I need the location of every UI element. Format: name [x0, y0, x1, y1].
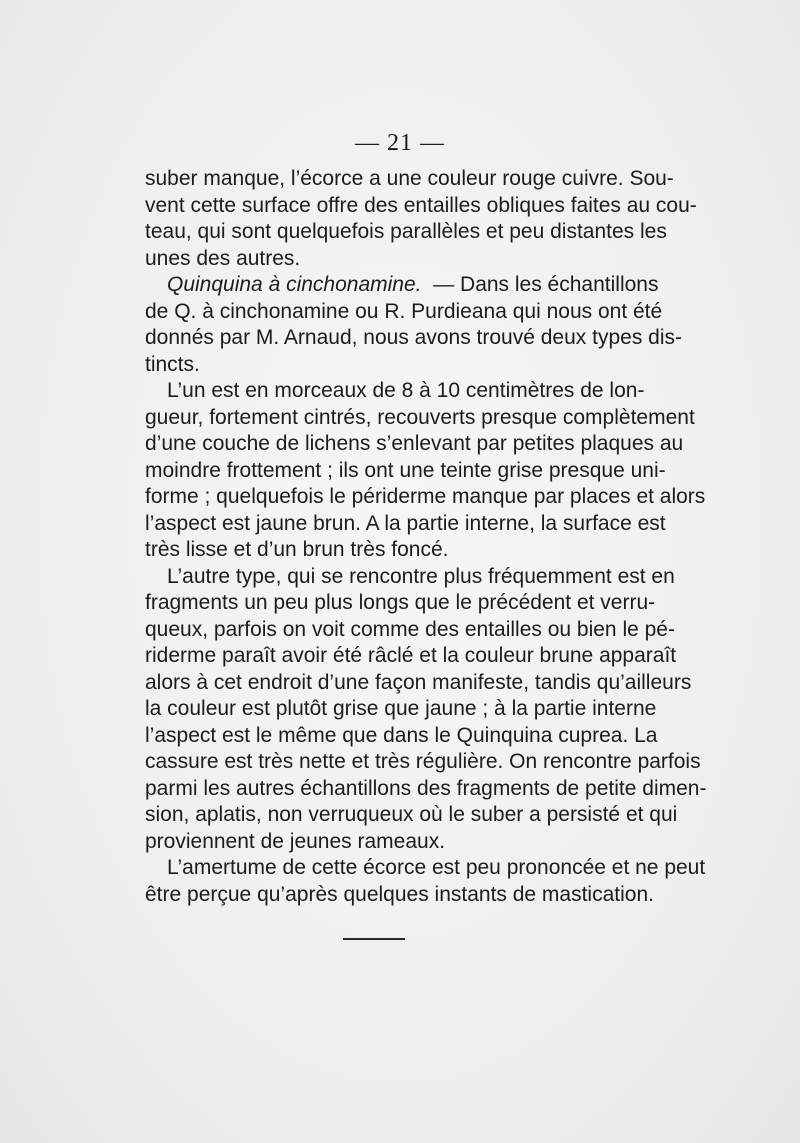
text-line: vent cette surface offre des entailles obliques faites au cou- — [145, 193, 697, 217]
text-line: très lisse et d’un brun très foncé. — [145, 538, 449, 561]
text-line: l’aspect est le même que dans le Quinquina cuprea. La — [145, 723, 658, 747]
text-line: L’amertume de cette écorce est peu prononcée et ne peut — [167, 856, 706, 879]
body-text — [145, 166, 707, 908]
page-number: — 21 — — [355, 130, 445, 156]
section-heading: Quinquina à cinchonamine. — [167, 273, 422, 296]
text-fragment: — Dans les échantillons — [433, 273, 659, 296]
text-line: L’autre type, qui se rencontre plus fréquemment est en — [167, 564, 675, 588]
text-line: L’un est en morceaux de 8 à 10 centimètres de lon- — [167, 379, 645, 402]
text-line: queux, parfois on voit comme des entailles ou bien le pé- — [145, 617, 675, 641]
closing-rule — [343, 938, 405, 940]
text-line: teau, qui sont quelquefois parallèles et peu distantes les — [145, 220, 667, 243]
text-line: cassure est très nette et très régulière. On rencontre parfois — [145, 750, 701, 773]
text-line: d’une couche de lichens s’enlevant par petites plaques au — [145, 432, 684, 455]
text-line: fragments un peu plus longs que le précédent et verru- — [145, 591, 656, 614]
text-line: de Q. à cinchonamine ou R. Purdieana qui nous ont été — [145, 299, 663, 323]
text-line: gueur, fortement cintrés, recouverts presque complètement — [145, 405, 695, 429]
text-line: tincts. — [145, 352, 200, 376]
text-line: forme ; quelquefois le périderme manque par places et alors — [145, 485, 706, 508]
text-line: riderme paraît avoir été râclé et la couleur brune apparaît — [145, 644, 677, 667]
text-line: sion, aplatis, non verruqueux où le suber a persisté et qui — [145, 803, 678, 826]
text-line: suber manque, l’écorce a une couleur rouge cuivre. Sou- — [145, 167, 674, 190]
text-line: la couleur est plutôt grise que jaune ; à la partie interne — [145, 697, 657, 720]
text-line: unes des autres. — [145, 246, 301, 270]
text-line: proviennent de jeunes rameaux. — [145, 829, 446, 853]
text-line: l’aspect est jaune brun. A la partie interne, la surface est — [145, 511, 666, 535]
text-line: être perçue qu’après quelques instants de mastication. — [145, 882, 654, 906]
text-line: parmi les autres échantillons des fragments de petite dimen- — [145, 776, 707, 800]
text-line: alors à cet endroit d’une façon manifeste, tandis qu’ailleurs — [145, 670, 692, 694]
text-line — [145, 272, 659, 299]
text-line: donnés par M. Arnaud, nous avons trouvé deux types dis- — [145, 326, 682, 349]
text-line: moindre frottement ; ils ont une teinte grise presque uni- — [145, 458, 666, 482]
